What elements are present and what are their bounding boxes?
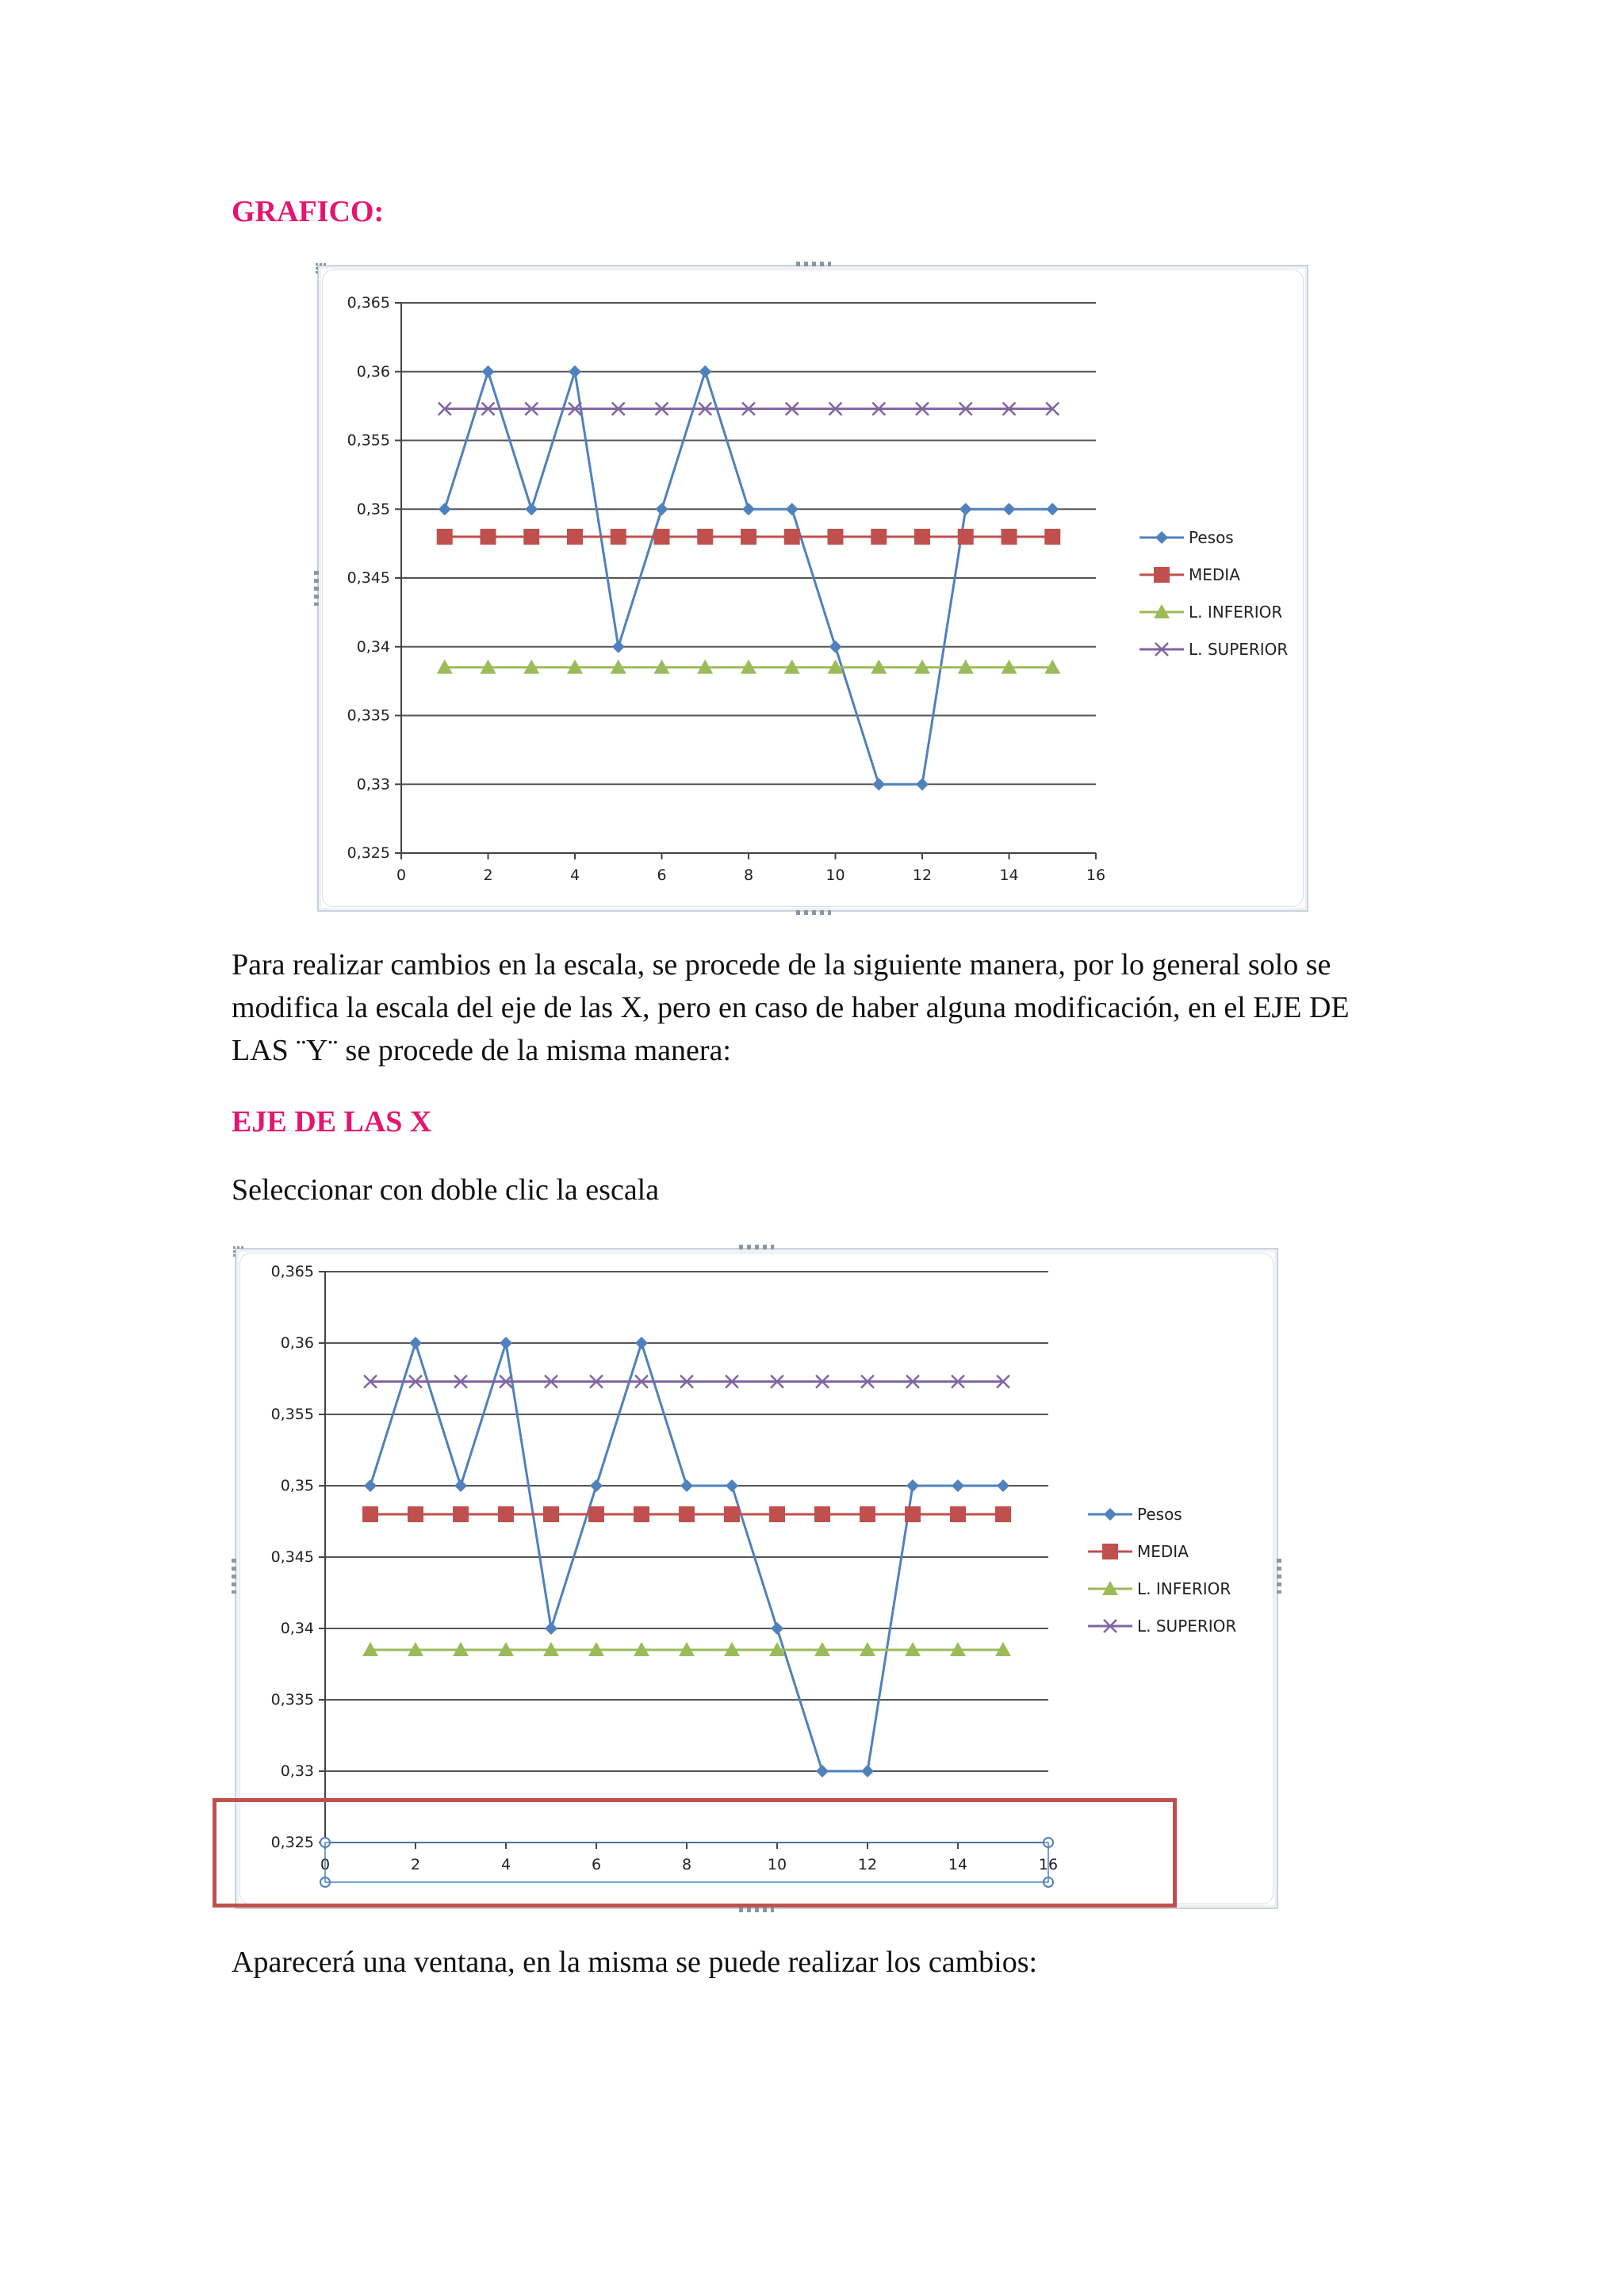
- chart-1-series-media-point: [958, 529, 974, 545]
- chart-2-series-media-point: [814, 1506, 830, 1522]
- chart-1-y-tick-label: 0,345: [347, 569, 390, 587]
- chart-1-series-media-point: [1002, 529, 1017, 545]
- chart-1-series-media-point: [828, 529, 844, 545]
- paragraph-window-appears: Aparecerá una ventana, en la misma se puede realizar los cambios:: [232, 1946, 1038, 1979]
- chart-1-y-tick-label: 0,34: [356, 637, 390, 656]
- chart-1-series-media-point: [784, 529, 800, 545]
- chart-1-series-pesos-point: [525, 503, 538, 515]
- chart-2-x-tick-label: 14: [948, 1856, 968, 1873]
- chart-1-y-tick-label: 0,335: [347, 706, 390, 725]
- chart-2-series-pesos-point: [590, 1479, 603, 1492]
- chart-2-series-media-point: [724, 1506, 740, 1522]
- chart-2-y-tick-label: 0,33: [280, 1762, 314, 1780]
- chart-1-legend-pesos-label: Pesos: [1189, 528, 1234, 547]
- chart-1-series-pesos-point: [959, 503, 972, 515]
- chart-1-x-tick-label: 14: [999, 867, 1019, 884]
- chart-1: [319, 266, 1307, 910]
- chart-2-x-tick-label: 2: [410, 1856, 421, 1873]
- chart-2-y-tick-label: 0,325: [270, 1834, 314, 1851]
- chart-1-resize-handle-bottom[interactable]: [796, 910, 831, 915]
- chart-2-y-tick-label: 0,36: [280, 1334, 314, 1352]
- chart-2-resize-handle-bottom[interactable]: [739, 1908, 774, 1912]
- chart-2-series-media-point: [543, 1506, 559, 1522]
- chart-1-legend-media-label: MEDIA: [1189, 565, 1240, 584]
- chart-1-y-tick-label: 0,355: [347, 431, 390, 450]
- chart-1-series-media-point: [611, 529, 626, 545]
- chart-1-y-tick-label: 0,365: [347, 294, 390, 312]
- chart-1-x-tick-label: 2: [483, 867, 493, 884]
- chart-1-series-pesos-point: [786, 503, 799, 515]
- chart-2-x-tick-label: 12: [857, 1856, 878, 1873]
- chart-1-series-media-point: [567, 529, 583, 545]
- chart-2-y-tick-label: 0,365: [270, 1263, 314, 1280]
- chart-1-series-media-point: [741, 529, 756, 545]
- chart-2-legend-pesos-label: Pesos: [1137, 1505, 1182, 1524]
- chart-1-x-tick-label: 12: [912, 867, 933, 884]
- chart-1-series-pesos-point: [829, 641, 842, 653]
- chart-2-legend-pesos-marker: [1104, 1508, 1116, 1521]
- chart-1-series-pesos-point: [612, 641, 625, 653]
- chart-1-series-pesos-point: [1003, 503, 1016, 515]
- chart-1-series-pesos-point: [656, 503, 668, 515]
- chart-2-series-pesos-point: [409, 1337, 422, 1349]
- chart-2-resize-handle-right[interactable]: [1277, 1559, 1281, 1594]
- chart-1-series-pesos-point: [482, 365, 495, 378]
- chart-2-series-media-point: [905, 1506, 921, 1522]
- chart-2-y-tick-label: 0,35: [280, 1477, 314, 1494]
- chart-2-series-media-point: [860, 1506, 875, 1522]
- chart-2-series-media-point: [634, 1506, 649, 1522]
- chart-1-frame[interactable]: [317, 265, 1308, 912]
- chart-2-series-media-point: [362, 1506, 378, 1522]
- chart-1-x-tick-label: 6: [657, 867, 667, 884]
- chart-1-series-pesos-point: [872, 778, 885, 790]
- chart-2-series-media-point: [588, 1506, 604, 1522]
- chart-2-series-pesos-point: [952, 1479, 964, 1492]
- chart-2-series-media-point: [453, 1506, 469, 1522]
- chart-2-series-media-point: [995, 1506, 1011, 1522]
- chart-1-x-tick-label: 4: [569, 867, 580, 884]
- chart-2-series-media-point: [950, 1506, 966, 1522]
- chart-1-y-tick-label: 0,36: [356, 362, 390, 381]
- chart-1-series-pesos-point: [699, 365, 711, 378]
- paragraph-instructions: Para realizar cambios en la escala, se procede de la siguiente manera, por lo general solo se modifica la escala del eje de las X, pero en caso de haber alguna modificación, en el EJE DE LAS ¨Y¨ se procede de la misma manera:: [232, 948, 1350, 1067]
- chart-2-series-media-point: [498, 1506, 514, 1522]
- chart-1-series-media-point: [914, 529, 930, 545]
- chart-2-legend-l-superior-label: L. SUPERIOR: [1137, 1617, 1237, 1636]
- chart-2-x-tick-label: 10: [767, 1856, 787, 1873]
- chart-2-series-pesos-point: [635, 1337, 648, 1349]
- chart-2-legend-media-label: MEDIA: [1137, 1542, 1189, 1561]
- chart-1-legend-media-marker: [1154, 567, 1170, 583]
- chart-2-legend-media-marker: [1102, 1544, 1118, 1559]
- chart-2-series-pesos-point: [816, 1765, 829, 1777]
- chart-2-x-tick-label: 4: [500, 1856, 511, 1873]
- x-axis-highlight-box: [213, 1798, 1177, 1908]
- chart-2-series-pesos-point: [771, 1622, 783, 1635]
- chart-2-series-pesos-point: [364, 1479, 377, 1492]
- chart-1-y-tick-label: 0,325: [347, 844, 390, 862]
- chart-1-legend-l-inferior-label: L. INFERIOR: [1189, 603, 1283, 622]
- chart-1-series-pesos-point: [742, 503, 755, 515]
- chart-1-series-pesos-point: [569, 365, 581, 378]
- chart-1-series-media-point: [654, 529, 670, 545]
- chart-2-series-pesos-point: [545, 1622, 557, 1635]
- chart-2-series-pesos-point: [997, 1479, 1009, 1492]
- chart-2-series-pesos-point: [454, 1479, 467, 1492]
- chart-1-series-pesos-point: [1046, 503, 1059, 515]
- chart-1-series-pesos-point: [916, 778, 929, 790]
- section-heading-eje-x: EJE DE LAS X: [232, 1105, 432, 1138]
- chart-2-series-media-point: [679, 1506, 695, 1522]
- chart-2-y-tick-label: 0,345: [270, 1548, 314, 1566]
- chart-2-series-pesos-point: [680, 1479, 693, 1492]
- paragraph-select-scale: Seleccionar con doble clic la escala: [232, 1173, 660, 1207]
- chart-2-x-tick-label: 8: [681, 1856, 692, 1873]
- chart-1-series-media-point: [523, 529, 539, 545]
- chart-2-x-tick-label: 6: [591, 1856, 602, 1873]
- chart-1-legend-pesos-marker: [1155, 531, 1168, 544]
- chart-1-series-media-point: [437, 529, 453, 545]
- chart-1-series-media-point: [481, 529, 496, 545]
- chart-2-x-tick-label: 0: [320, 1856, 331, 1873]
- chart-2-series-pesos-point: [861, 1765, 874, 1777]
- chart-1-series-media-point: [871, 529, 887, 545]
- chart-1-x-tick-label: 10: [825, 867, 845, 884]
- chart-2-series-pesos-point: [500, 1337, 512, 1349]
- chart-2-legend-l-inferior-label: L. INFERIOR: [1137, 1579, 1231, 1598]
- chart-1-series-pesos-point: [439, 503, 451, 515]
- chart-1-x-tick-label: 8: [743, 867, 754, 884]
- chart-2-y-tick-label: 0,34: [280, 1620, 314, 1637]
- chart-1-y-tick-label: 0,33: [356, 775, 390, 794]
- chart-1-series-media-point: [697, 529, 713, 545]
- chart-2-y-tick-label: 0,335: [270, 1691, 314, 1709]
- chart-1-series-media-point: [1044, 529, 1060, 545]
- chart-2-series-pesos-point: [906, 1479, 919, 1492]
- chart-2-series-pesos-point: [726, 1479, 738, 1492]
- chart-2-series-media-point: [408, 1506, 423, 1522]
- chart-1-y-tick-label: 0,35: [356, 500, 390, 519]
- chart-1-x-tick-label: 16: [1086, 867, 1106, 884]
- chart-2-y-tick-label: 0,355: [270, 1406, 314, 1423]
- chart-1-x-tick-label: 0: [396, 867, 407, 884]
- chart-2-x-tick-label: 16: [1038, 1856, 1059, 1873]
- chart-2-series-media-point: [769, 1506, 785, 1522]
- chart-1-legend-l-superior-label: L. SUPERIOR: [1189, 640, 1289, 659]
- section-heading-grafico: GRAFICO:: [232, 195, 385, 228]
